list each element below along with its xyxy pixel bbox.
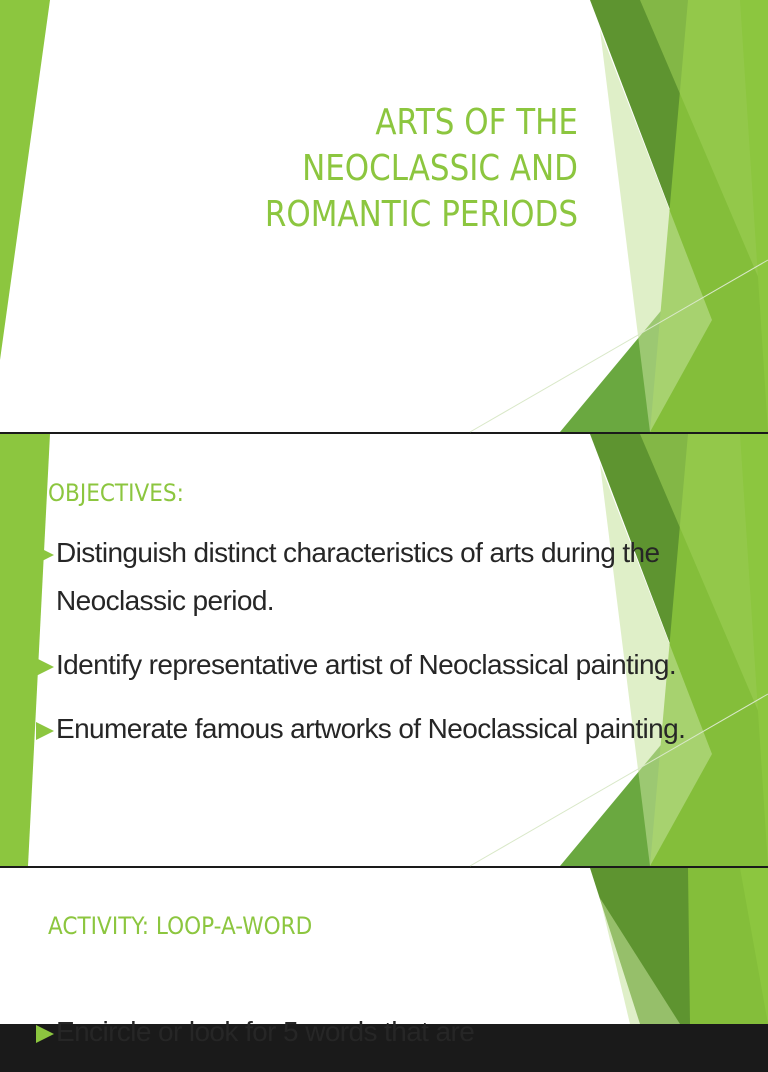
slide-objectives: [0, 434, 768, 866]
list-item-text: Enumerate famous artworks of Neoclassical painting.: [56, 713, 686, 744]
title-line: ROMANTIC PERIODS: [264, 194, 578, 235]
list-item: [36, 1008, 738, 1056]
list-item: [36, 641, 738, 689]
bullet-arrow-icon: [36, 1025, 54, 1043]
list-item-text: Distinguish distinct characteristics of arts during the Neoclassic period.: [56, 537, 660, 616]
slide-title: [0, 0, 768, 432]
list-item: [36, 705, 738, 753]
title-line: ARTS OF THE: [375, 102, 578, 143]
activity-heading: ACTIVITY: LOOP-A-WORD: [48, 912, 313, 940]
activity-list: [36, 1008, 738, 1072]
objectives-heading: OBJECTIVES:: [48, 479, 184, 507]
slide-activity: [0, 868, 768, 1047]
list-item-text: Identify representative artist of Neoclassical painting.: [56, 649, 677, 680]
decorative-shapes: [0, 868, 768, 1024]
list-item: [36, 529, 738, 625]
objectives-list: [36, 529, 738, 769]
bullet-arrow-icon: [36, 658, 54, 676]
bullet-arrow-icon: [36, 546, 54, 564]
bullet-arrow-icon: [36, 722, 54, 740]
list-item-text: Encircle or look for 5 words that are: [56, 1016, 475, 1047]
presentation-title: [131, 100, 578, 238]
title-line: NEOCLASSIC AND: [302, 148, 578, 189]
